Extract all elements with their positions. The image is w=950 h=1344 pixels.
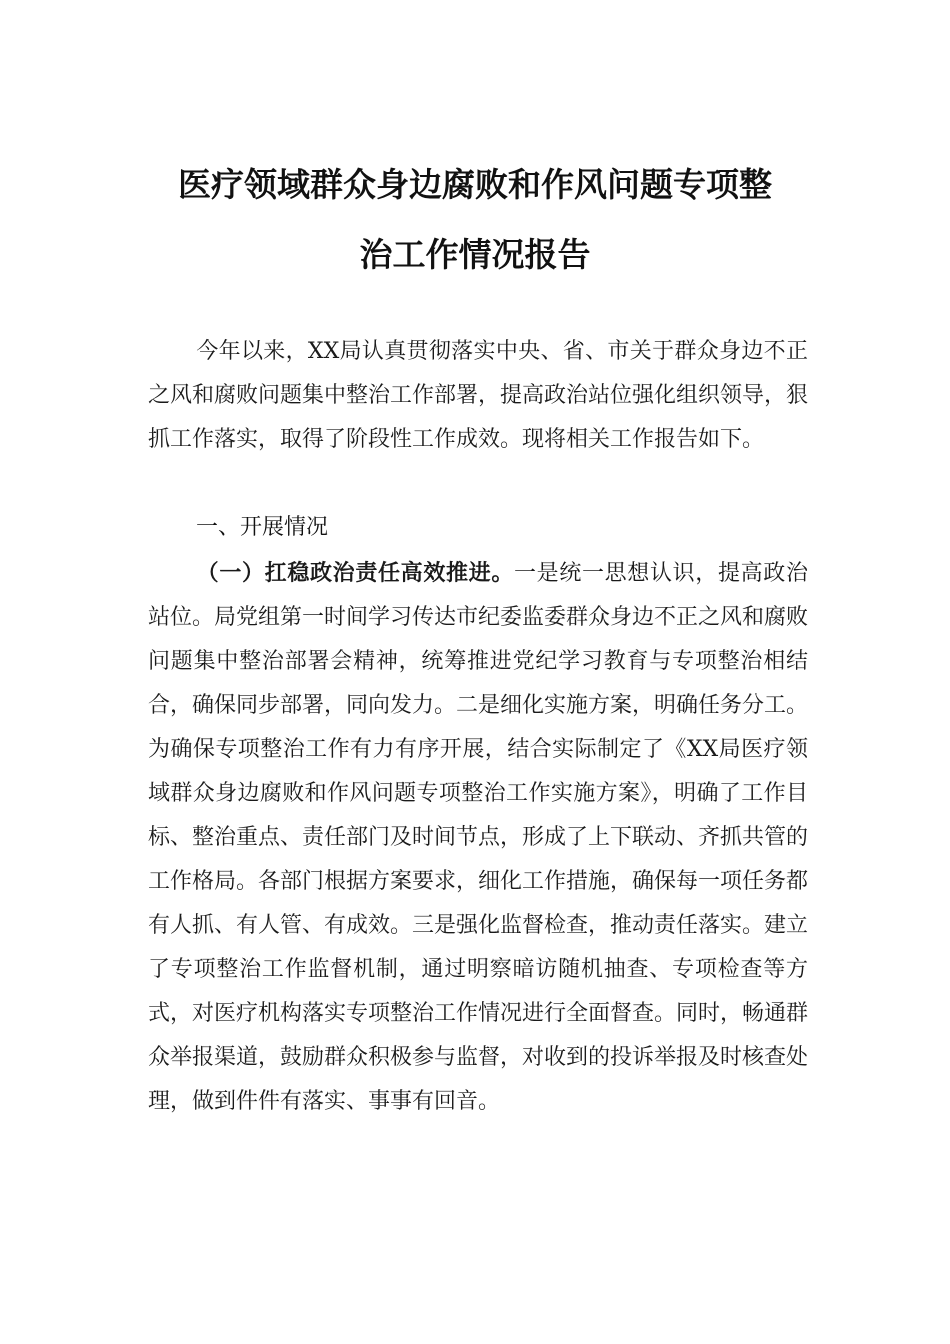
section-1-heading: 一、开展情况 <box>196 515 329 540</box>
subsection-1-body: 一是统一思想认识，提高政治站位。局党组第一时间学习传达市纪委监委群众身边不正之风和腐败问题集中整治部署会精神，统筹推进党纪学习教育与专项整治相结合，确保同步部署，同向发力。二是细化实施方案，明确任务分工。为确保专项整治工作有力有序开展，结合实际制定了《XX局医疗领域群众身边腐败和作风问题专项整治工作实施方案》，明确了工作目标、整治重点、责任部门及时间节点，形成了上下联动、齐抓共管的工作格局。各部门根据方案要求，细化工作措施，确保每一项任务都有人抓、有人管、有成效。三是强化监督检查，推动责任落实。建立了专项整治工作监督机制，通过明察暗访随机抽查、专项检查等方式，对医疗机构落实专项整治工作情况进行全面督查。同时，畅通群众举报渠道，鼓励群众积极参与监督，对收到的投诉举报及时核查处理，做到件件有落实、事事有回音。 <box>148 561 809 1114</box>
subsection-1-paragraph <box>148 551 808 1124</box>
document-title-line-1: 医疗领域群众身边腐败和作风问题专项整 <box>178 165 772 204</box>
document-title-line-2: 治工作情况报告 <box>359 235 591 274</box>
intro-paragraph <box>148 330 808 462</box>
subsection-1-heading: （一）扛稳政治责任高效推进。 <box>196 560 514 586</box>
intro-paragraph-text: 今年以来，XX局认真贯彻落实中央、省、市关于群众身边不正之风和腐败问题集中整治工作部署，提高政治站位强化组织领导，狠抓工作落实，取得了阶段性工作成效。现将相关工作报告如下。 <box>148 339 809 452</box>
